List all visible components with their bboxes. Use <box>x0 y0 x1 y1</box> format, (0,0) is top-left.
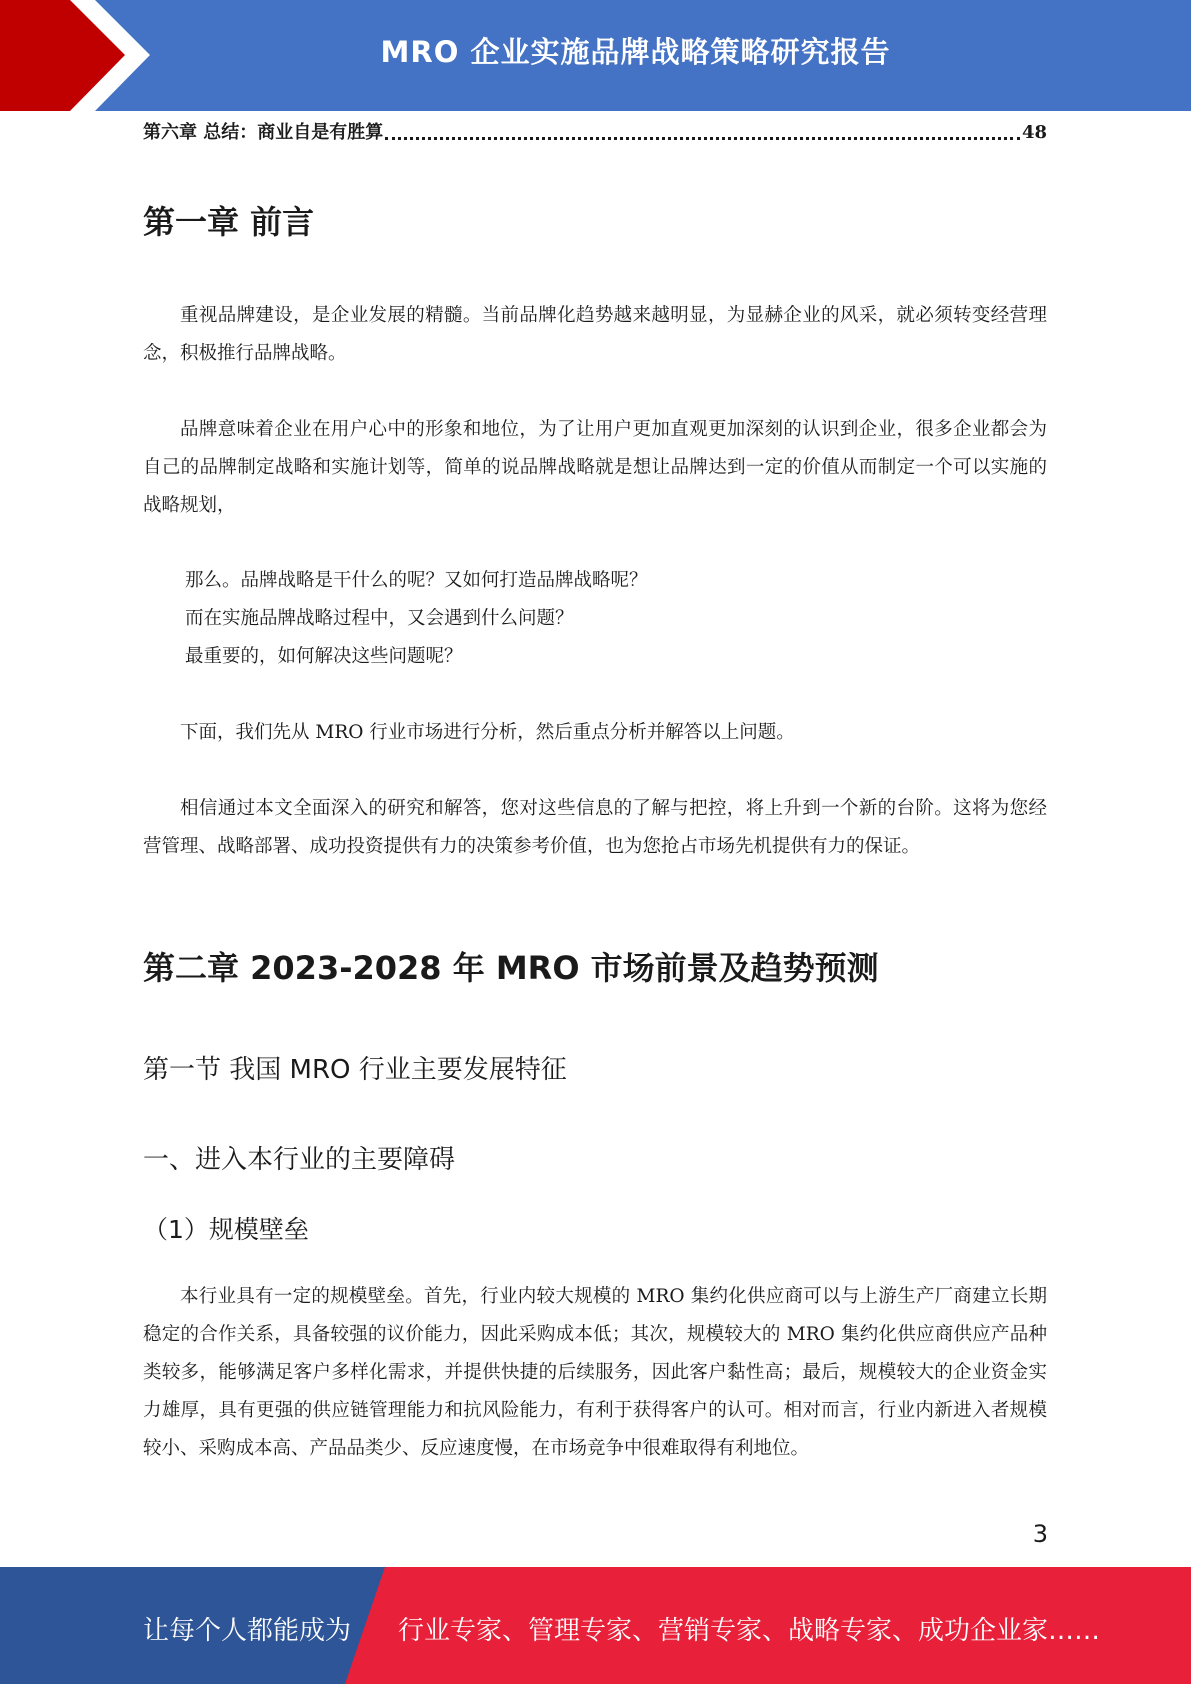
header-title: MRO 企业实施品牌战略策略研究报告 <box>380 35 891 69</box>
chapter1-paragraph-4: 相信通过本文全面深入的研究和解答，您对这些信息的了解与把控，将上升到一个新的台阶。这将为您经营管理、战略部署、成功投资提供有力的决策参考价值，也为您抢占市场先机提供有力的保证。 <box>143 798 1047 857</box>
toc-entry[interactable] <box>143 118 1047 148</box>
chapter1-paragraph-2: 品牌意味着企业在用户心中的形象和地位，为了让用户更加直观更加深刻的认识到企业，很多企业都会为自己的品牌制定战略和实施计划等，简单的说品牌战略就是想让品牌达到一定的价值从而制定一个可以实施的战略规划， <box>143 419 1047 516</box>
chapter2-heading: 第二章 2023-2028 年 MRO 市场前景及趋势预测 <box>143 949 879 987</box>
chapter2-item1-heading: （1）规模壁垒 <box>143 1215 309 1244</box>
footer-slogan-left: 让每个人都能成为 <box>143 1616 352 1646</box>
chapter1-question-3: 最重要的，如何解决这些问题呢？ <box>185 646 463 667</box>
chapter2-paragraph-1: 本行业具有一定的规模壁垒。首先，行业内较大规模的 MRO 集约化供应商可以与上游生产厂商建立长期稳定的合作关系，具备较强的议价能力，因此采购成本低；其次，规模较大的 MRO 集约化供应商供应产品种类较多，能够满足客户多样化需求，并提供快捷的后续服务，因此客户黏性高；最后，规模较大的企业资金实力雄厚，具有更强的供应链管理能力和抗风险能力，有利于获得客户的认可。相对而言，行业内新进入者规模较小、采购成本高、产品品类少、反应速度慢，在市场竞争中很难取得有利地位。 <box>143 1286 1047 1459</box>
toc-entry-label: 第六章 总结：商业自是有胜算 <box>143 122 384 143</box>
page-footer <box>0 1567 1191 1684</box>
chapter1-question-1: 那么。品牌战略是干什么的呢？又如何打造品牌战略呢？ <box>185 570 648 591</box>
document-body <box>143 118 1047 1459</box>
chapter1-question-2: 而在实施品牌战略过程中，又会遇到什么问题？ <box>185 608 574 629</box>
chapter2-subsection1-heading: 一、进入本行业的主要障碍 <box>143 1145 456 1175</box>
chapter2-section1-heading: 第一节 我国 MRO 行业主要发展特征 <box>143 1055 567 1085</box>
toc-entry-page: 48 <box>1021 122 1047 143</box>
chapter1-heading: 第一章 前言 <box>143 203 315 241</box>
footer-slogan-right: 行业专家、管理专家、营销专家、战略专家、成功企业家…… <box>398 1616 1101 1646</box>
chapter1-paragraph-1: 重视品牌建设，是企业发展的精髓。当前品牌化趋势越来越明显，为显赫企业的风采，就必须转变经营理念，积极推行品牌战略。 <box>143 305 1047 364</box>
page-number: 3 <box>1032 1520 1048 1548</box>
toc-leader-dots <box>385 137 1020 140</box>
chapter1-paragraph-3: 下面，我们先从 MRO 行业市场进行分析，然后重点分析并解答以上问题。 <box>180 722 795 743</box>
page-header <box>0 0 1191 111</box>
